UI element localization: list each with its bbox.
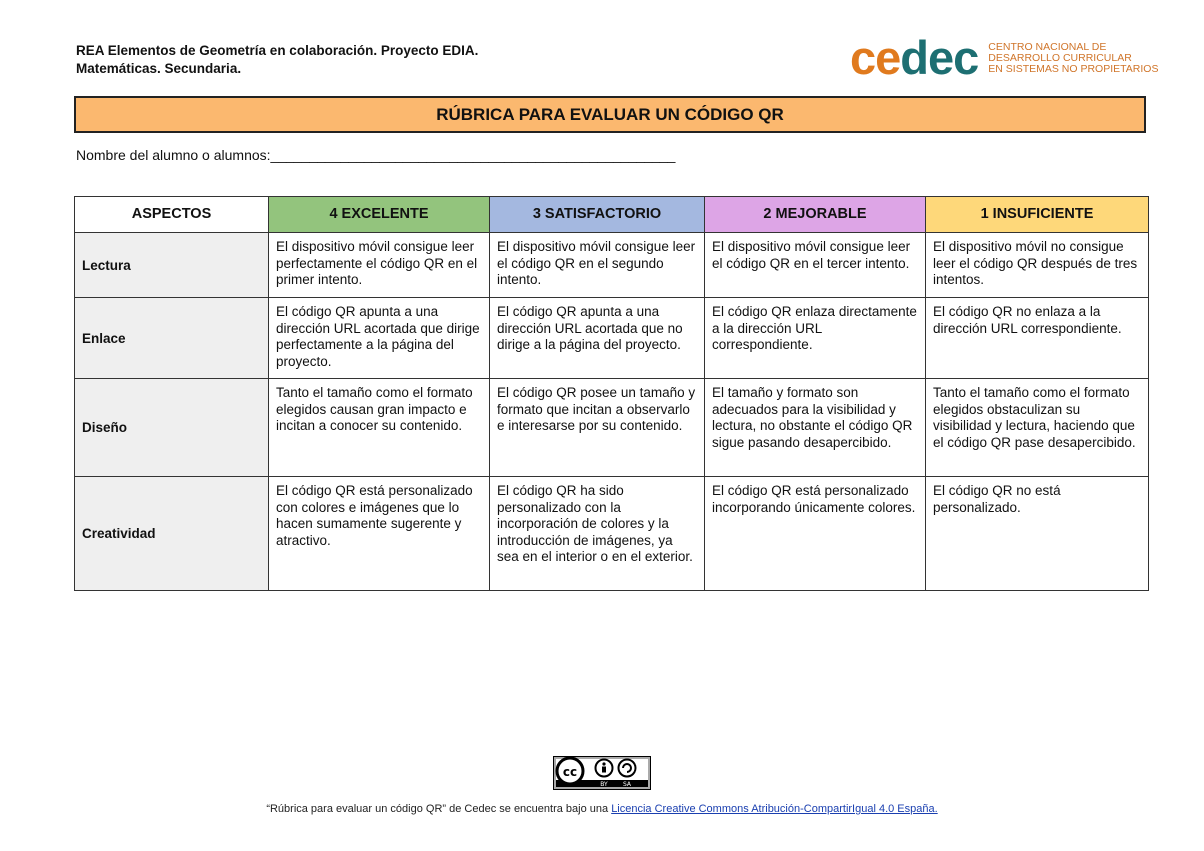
header-mejorable: 2 MEJORABLE xyxy=(705,197,926,233)
criterion-cell: El código QR está personalizado con colores e imágenes que lo hacen sumamente sugerente y atractivo. xyxy=(269,477,490,591)
svg-text:BY: BY xyxy=(600,781,608,788)
rubric-header-row xyxy=(75,197,1149,233)
rubric-table xyxy=(74,196,1149,591)
license-text: “Rúbrica para evaluar un código QR” de Cedec se encuentra bajo una Licencia Creative Commons Atribución-CompartirIgual 4.0 España. xyxy=(266,803,938,815)
header-satisfactorio: 3 SATISFACTORIO xyxy=(490,197,705,233)
license-footer xyxy=(0,756,1204,815)
cc-by-sa-icon xyxy=(553,756,651,790)
criterion-cell: Tanto el tamaño como el formato elegidos causan gran impacto e incitan a conocer su contenido. xyxy=(269,379,490,477)
table-row xyxy=(75,233,1149,298)
criterion-cell: Tanto el tamaño como el formato elegidos obstaculizan su visibilidad y lectura, haciendo que el código QR pase desapercibido. xyxy=(926,379,1149,477)
criterion-cell: El dispositivo móvil no consigue leer el código QR después de tres intentos. xyxy=(926,233,1149,298)
license-link[interactable]: Licencia Creative Commons Atribución-CompartirIgual 4.0 España. xyxy=(611,803,938,815)
criterion-cell: El dispositivo móvil consigue leer el código QR en el segundo intento. xyxy=(490,233,705,298)
student-name-field: Nombre del alumno o alumnos:____________________________________________________ xyxy=(76,147,676,163)
criterion-cell: El tamaño y formato son adecuados para la visibilidad y lectura, no obstante el código QR sigue pasando desapercibido. xyxy=(705,379,926,477)
criterion-cell: El código QR ha sido personalizado con la incorporación de colores y la introducción de imágenes, ya sea en el interior o en el exterior. xyxy=(490,477,705,591)
aspect-cell: Enlace xyxy=(75,298,269,379)
criterion-cell: El código QR apunta a una dirección URL acortada que dirige perfectamente a la página del proyecto. xyxy=(269,298,490,379)
criterion-cell: El código QR está personalizado incorporando únicamente colores. xyxy=(705,477,926,591)
aspect-cell: Diseño xyxy=(75,379,269,477)
cedec-logo-word: cedec xyxy=(850,31,979,84)
header-aspectos: ASPECTOS xyxy=(75,197,269,233)
svg-text:SA: SA xyxy=(622,781,632,788)
header-insuficiente: 1 INSUFICIENTE xyxy=(926,197,1149,233)
aspect-cell: Creatividad xyxy=(75,477,269,591)
criterion-cell: El código QR enlaza directamente a la dirección URL correspondiente. xyxy=(705,298,926,379)
document-header xyxy=(76,42,478,78)
criterion-cell: El dispositivo móvil consigue leer el código QR en el tercer intento. xyxy=(705,233,926,298)
header-excelente: 4 EXCELENTE xyxy=(269,197,490,233)
svg-text:cc: cc xyxy=(562,765,578,779)
cedec-logo-subtitle: CENTRO NACIONAL DE DESARROLLO CURRICULAR EN SISTEMAS NO PROPIETARIOS xyxy=(988,40,1159,75)
table-row xyxy=(75,379,1149,477)
table-row xyxy=(75,298,1149,379)
header-line-1: REA Elementos de Geometría en colaboración. Proyecto EDIA. xyxy=(76,43,479,58)
criterion-cell: El código QR apunta a una dirección URL acortada que no dirige a la página del proyecto. xyxy=(490,298,705,379)
criterion-cell: El código QR posee un tamaño y formato que incitan a observarlo e interesarse por su contenido. xyxy=(490,379,705,477)
criterion-cell: El código QR no está personalizado. xyxy=(926,477,1149,591)
table-row xyxy=(75,477,1149,591)
criterion-cell: El dispositivo móvil consigue leer perfectamente el código QR en el primer intento. xyxy=(269,233,490,298)
cedec-logo xyxy=(850,31,1159,84)
criterion-cell: El código QR no enlaza a la dirección URL correspondiente. xyxy=(926,298,1149,379)
header-line-2: Matemáticas. Secundaria. xyxy=(76,61,242,76)
rubric-title: RÚBRICA PARA EVALUAR UN CÓDIGO QR xyxy=(74,96,1146,133)
cc-by-sa-badge[interactable] xyxy=(553,756,651,795)
aspect-cell: Lectura xyxy=(75,233,269,298)
